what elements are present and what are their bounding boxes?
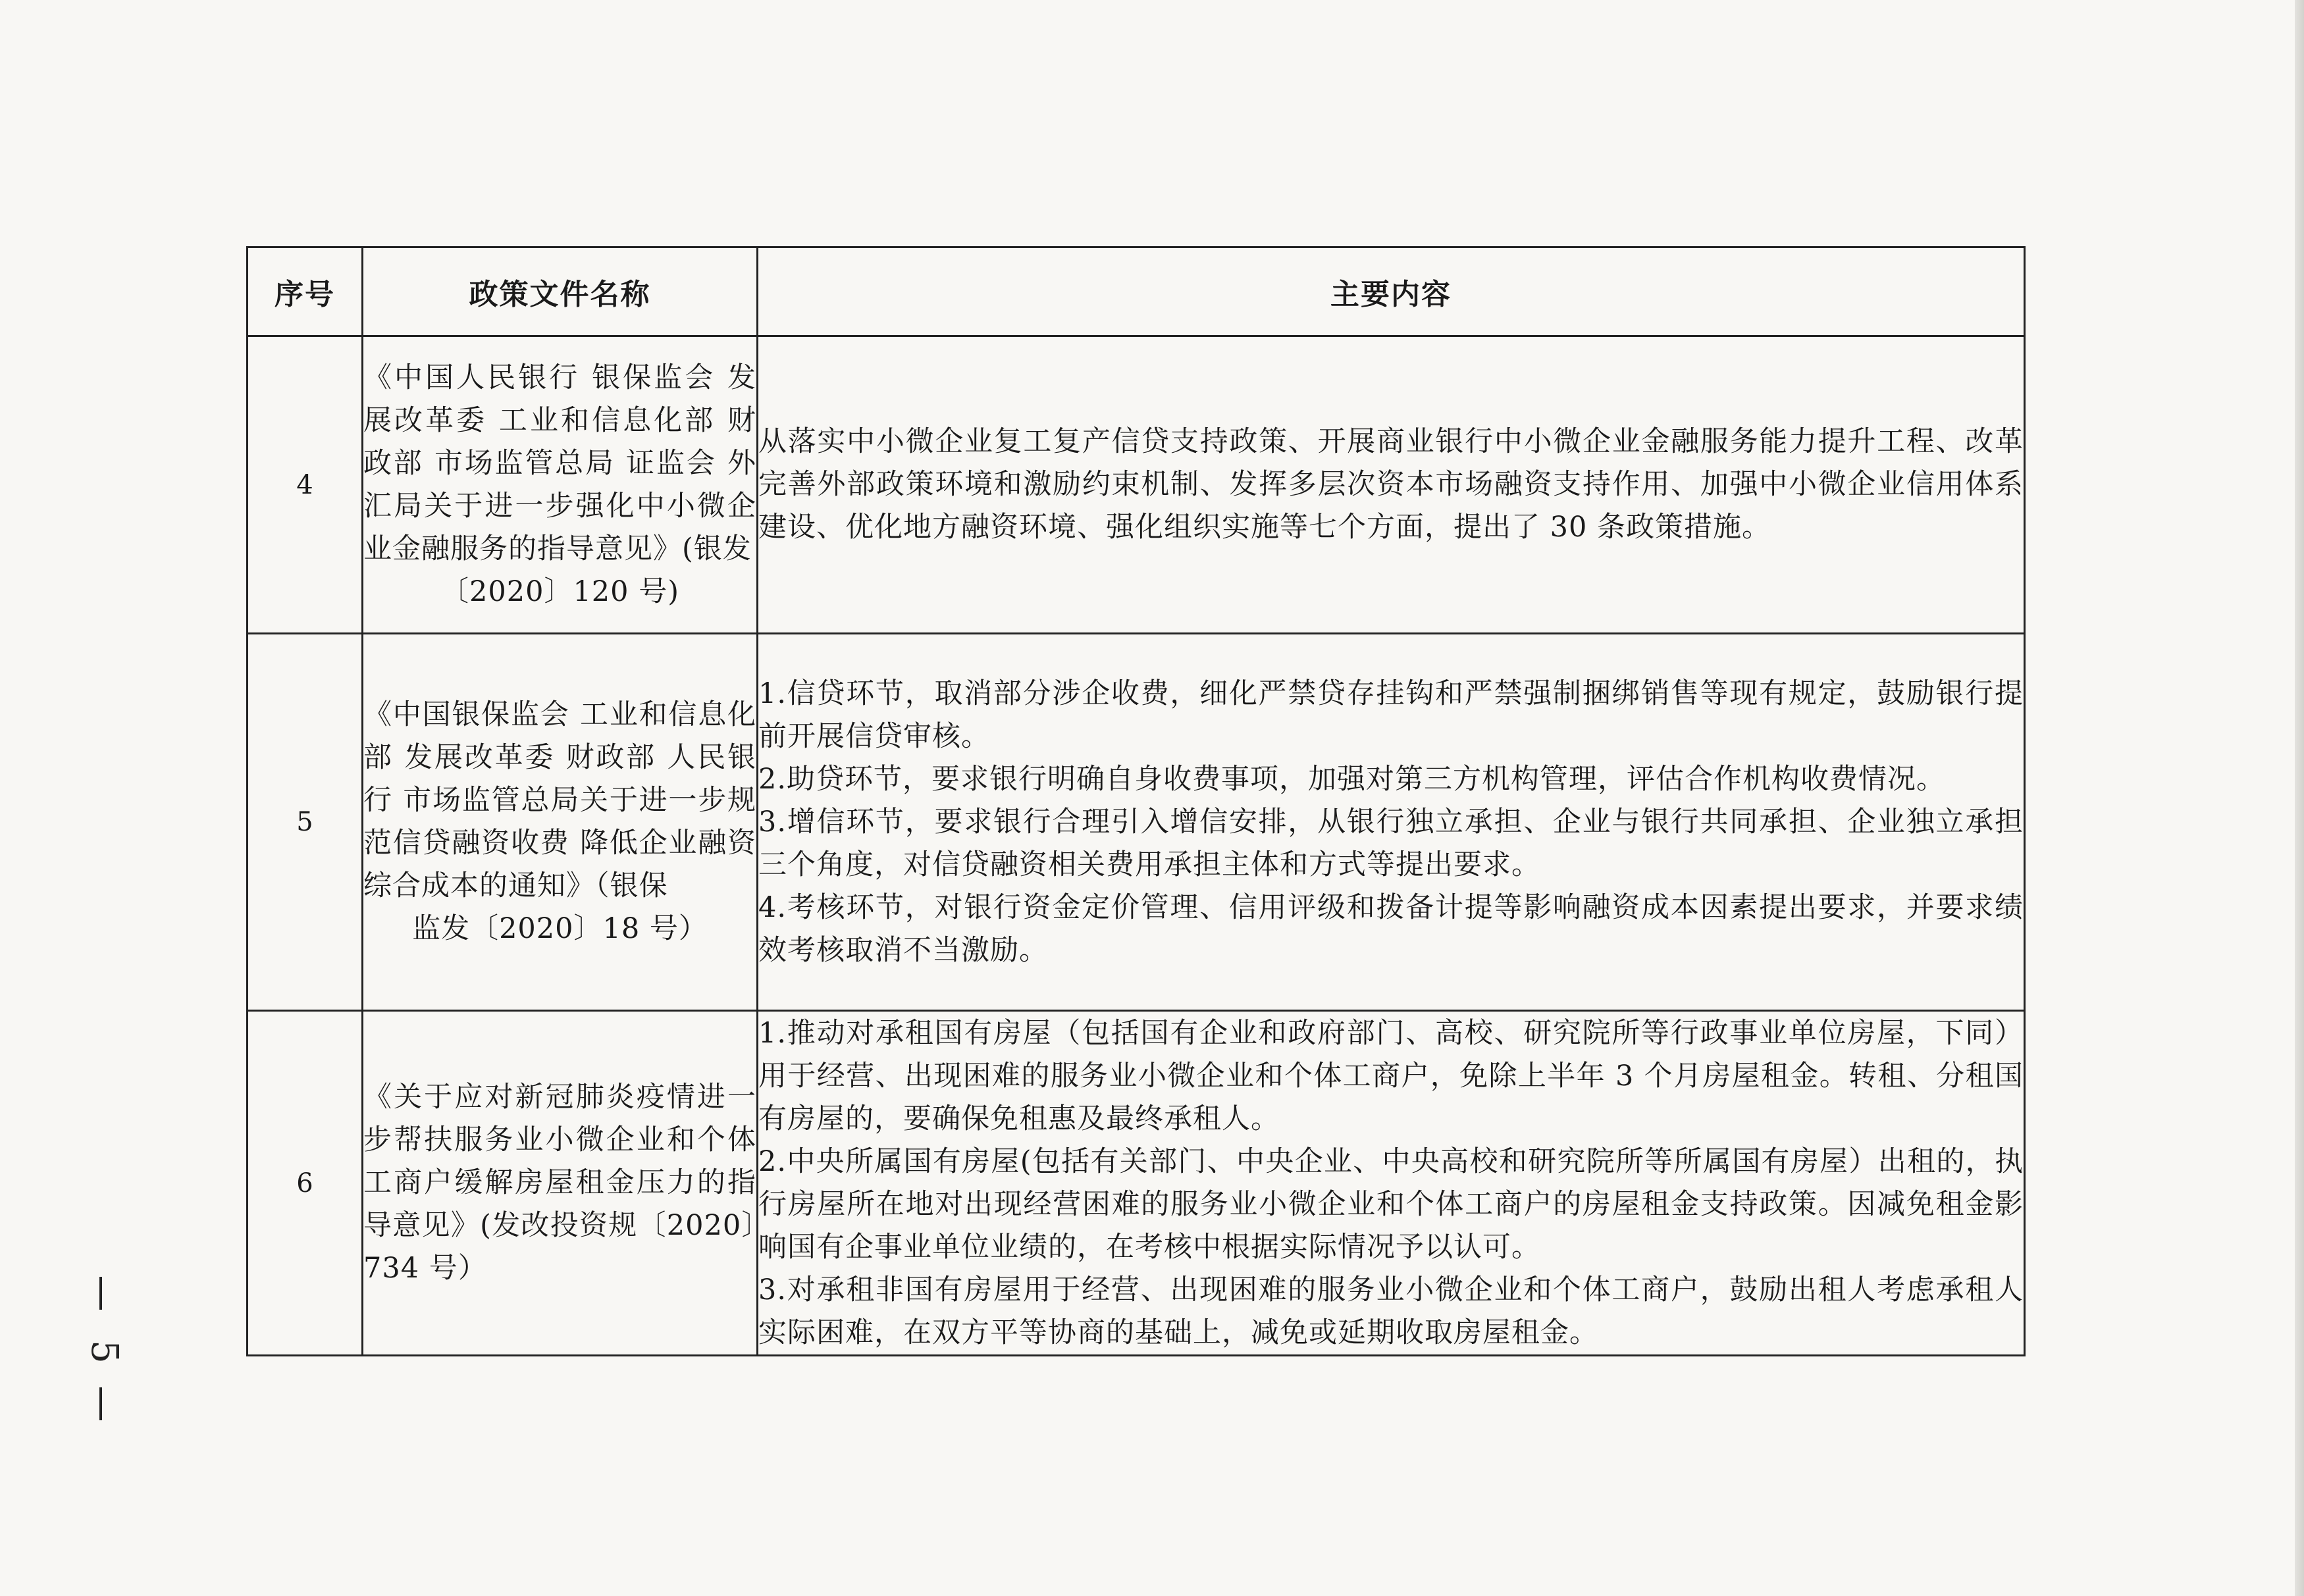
page-number-value: 5: [83, 1340, 126, 1364]
policy-name: [363, 1011, 758, 1356]
policy-name-doc-number: 〔2020〕120 号): [440, 575, 679, 608]
policy-content: [758, 1011, 2025, 1356]
content-item: 1.推动对承租国有房屋（包括国有企业和政府部门、高校、研究院所等行政事业单位房屋，下同）用于经营、出现困难的服务业小微企业和个体工商户，免除上半年 3 个月房屋租金。转租、分租国有房屋的，要确保免租惠及最终承租人。: [758, 1016, 2024, 1135]
page-number-dash-top: [99, 1277, 102, 1310]
header-main-content: 主要内容: [758, 247, 2025, 336]
content-paragraph: 从落实中小微企业复工复产信贷支持政策、开展商业银行中小微企业金融服务能力提升工程、改革完善外部政策环境和激励约束机制、发挥多层次资本市场融资支持作用、加强中小微企业信用体系建设、优化地方融资环境、强化组织实施等七个方面，提出了 30 条政策措施。: [758, 425, 2024, 544]
row-index: 6: [248, 1011, 363, 1356]
page-number-dash-bottom: [99, 1387, 102, 1420]
policy-name-doc-number: 监发〔2020〕18 号）: [412, 912, 708, 945]
row-index: 5: [248, 634, 363, 1011]
table-row: [248, 336, 2025, 634]
header-policy-name: 政策文件名称: [363, 247, 758, 336]
page-number: [82, 1277, 126, 1422]
content-item: 2.中央所属国有房屋(包括有关部门、中央企业、中央高校和研究院所等所属国有房屋）出租的，执行房屋所在地对出现经营困难的服务业小微企业和个体工商户的房屋租金支持政策。因减免租金影响国有企事业单位业绩的，在考核中根据实际情况予以认可。: [758, 1145, 2024, 1264]
table-header-row: [248, 247, 2025, 336]
policy-name-text: 《中国银保监会 工业和信息化部 发展改革委 财政部 人民银行 市场监管总局关于进一步规范信贷融资收费 降低企业融资综合成本的通知》（银保: [363, 698, 756, 902]
content-item: 1.信贷环节，取消部分涉企收费，细化严禁贷存挂钩和严禁强制捆绑销售等现有规定，鼓励银行提前开展信贷审核。: [758, 677, 2024, 753]
content-item: 2.助贷环节，要求银行明确自身收费事项，加强对第三方机构管理，评估合作机构收费情况。: [758, 762, 1946, 796]
policy-name: [363, 634, 758, 1011]
policy-content: [758, 336, 2025, 634]
content-item: 3.增信环节，要求银行合理引入增信安排，从银行独立承担、企业与银行共同承担、企业独立承担三个角度，对信贷融资相关费用承担主体和方式等提出要求。: [758, 805, 2024, 881]
content-item: 4.考核环节，对银行资金定价管理、信用评级和拨备计提等影响融资成本因素提出要求，并要求绩效考核取消不当激励。: [758, 890, 2024, 967]
row-index: 4: [248, 336, 363, 634]
header-index: 序号: [248, 247, 363, 336]
policy-table: [246, 246, 2026, 1356]
policy-name: [363, 336, 758, 634]
table-row: [248, 634, 2025, 1011]
policy-name-text: 《关于应对新冠肺炎疫情进一步帮扶服务业小微企业和个体工商户缓解房屋租金压力的指导意见》(发改投资规〔2020〕734 号）: [363, 1081, 756, 1285]
policy-name-text: 《中国人民银行 银保监会 发展改革委 工业和信息化部 财政部 市场监管总局 证监会 外汇局关于进一步强化中小微企业金融服务的指导意见》(银发: [363, 361, 756, 565]
page-edge: [2295, 0, 2304, 1596]
policy-content: [758, 634, 2025, 1011]
content-item: 3.对承租非国有房屋用于经营、出现困难的服务业小微企业和个体工商户，鼓励出租人考虑承租人实际困难，在双方平等协商的基础上，减免或延期收取房屋租金。: [758, 1273, 2024, 1349]
table-row: [248, 1011, 2025, 1356]
